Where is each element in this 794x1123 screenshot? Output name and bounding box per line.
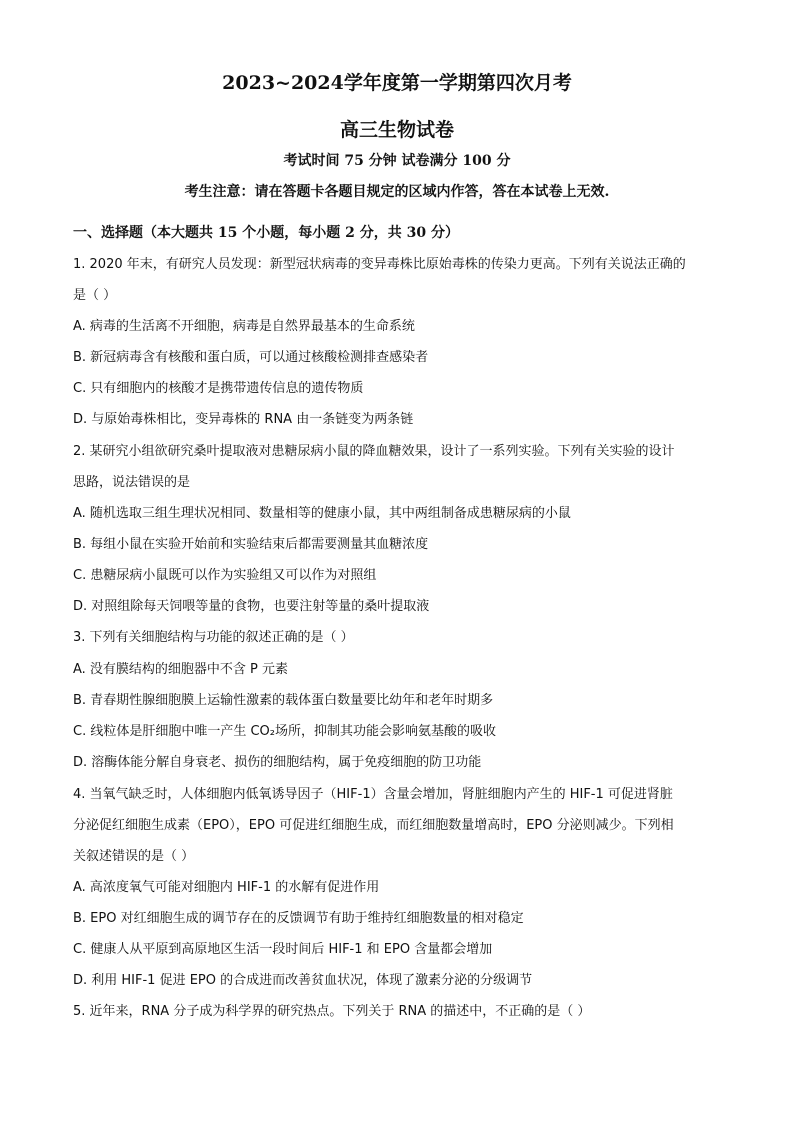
- question-4-option-b: B. EPO 对红细胞生成的调节存在的反馈调节有助于维持红细胞数量的相对稳定: [73, 911, 524, 926]
- question-2-stem-line-1: 2. 某研究小组欲研究桑叶提取液对患糖尿病小鼠的降血糖效果，设计了一系列实验。下列有关实验的设计: [73, 444, 675, 459]
- question-3-stem-line-1: 3. 下列有关细胞结构与功能的叙述正确的是（ ）: [73, 630, 354, 645]
- question-3-option-d: D. 溶酶体能分解自身衰老、损伤的细胞结构，属于免疫细胞的防卫功能: [73, 755, 482, 770]
- question-5-stem-line-1: 5. 近年来，RNA 分子成为科学界的研究热点。下列关于 RNA 的描述中，不正确的是（ ）: [73, 1004, 591, 1019]
- question-2-option-d: D. 对照组除每天饲喂等量的食物，也要注射等量的桑叶提取液: [73, 599, 430, 614]
- question-4-stem-line-2: 分泌促红细胞生成素（EPO），EPO 可促进红细胞生成，而红细胞数量增高时，EPO 分泌则减少。下列相: [73, 818, 674, 833]
- section-title: 一、选择题（本大题共 15 个小题，每小题 2 分，共 30 分）: [73, 225, 459, 241]
- question-4-stem-line-3: 关叙述错误的是（ ）: [73, 849, 195, 864]
- question-1-option-a: A. 病毒的生活离不开细胞，病毒是自然界最基本的生命系统: [73, 319, 415, 334]
- question-2-option-b: B. 每组小鼠在实验开始前和实验结束后都需要测量其血糖浓度: [73, 537, 429, 552]
- question-4-stem-line-1: 4. 当氧气缺乏时，人体细胞内低氧诱导因子（HIF-1）含量会增加，肾脏细胞内产生的 HIF-1 可促进肾脏: [73, 787, 673, 802]
- question-1-option-d: D. 与原始毒株相比，变异毒株的 RNA 由一条链变为两条链: [73, 412, 414, 427]
- question-4-option-a: A. 高浓度氧气可能对细胞内 HIF-1 的水解有促进作用: [73, 880, 380, 895]
- question-1-option-c: C. 只有细胞内的核酸才是携带遗传信息的遗传物质: [73, 381, 364, 396]
- exam-meta: 考试时间 75 分钟 试卷满分 100 分: [283, 153, 511, 169]
- question-1-stem-line-2: 是（ ）: [73, 288, 117, 303]
- question-4-option-c: C. 健康人从平原到高原地区生活一段时间后 HIF-1 和 EPO 含量都会增加: [73, 942, 493, 957]
- question-2-option-a: A. 随机选取三组生理状况相同、数量相等的健康小鼠，其中两组制备成患糖尿病的小鼠: [73, 506, 571, 521]
- exam-title: 2023~2024学年度第一学期第四次月考: [222, 72, 572, 94]
- question-3-option-a: A. 没有膜结构的细胞器中不含 P 元素: [73, 662, 289, 677]
- subject-title: 高三生物试卷: [339, 119, 454, 141]
- question-1-option-b: B. 新冠病毒含有核酸和蛋白质，可以通过核酸检测排查感染者: [73, 350, 429, 365]
- question-1-stem-line-1: 1. 2020 年末，有研究人员发现：新型冠状病毒的变异毒株比原始毒株的传染力更高。下列有关说法正确的: [73, 257, 686, 272]
- question-2-stem-line-2: 思路，说法错误的是: [73, 475, 191, 490]
- question-2-option-c: C. 患糖尿病小鼠既可以作为实验组又可以作为对照组: [73, 568, 377, 583]
- exam-notice: 考生注意：请在答题卡各题目规定的区域内作答，答在本试卷上无效.: [184, 184, 610, 200]
- question-4-option-d: D. 利用 HIF-1 促进 EPO 的合成进而改善贫血状况，体现了激素分泌的分级调节: [73, 973, 533, 988]
- question-3-option-c: C. 线粒体是肝细胞中唯一产生 CO₂场所，抑制其功能会影响氨基酸的吸收: [73, 724, 496, 739]
- question-3-option-b: B. 青春期性腺细胞膜上运输性激素的载体蛋白数量要比幼年和老年时期多: [73, 693, 494, 708]
